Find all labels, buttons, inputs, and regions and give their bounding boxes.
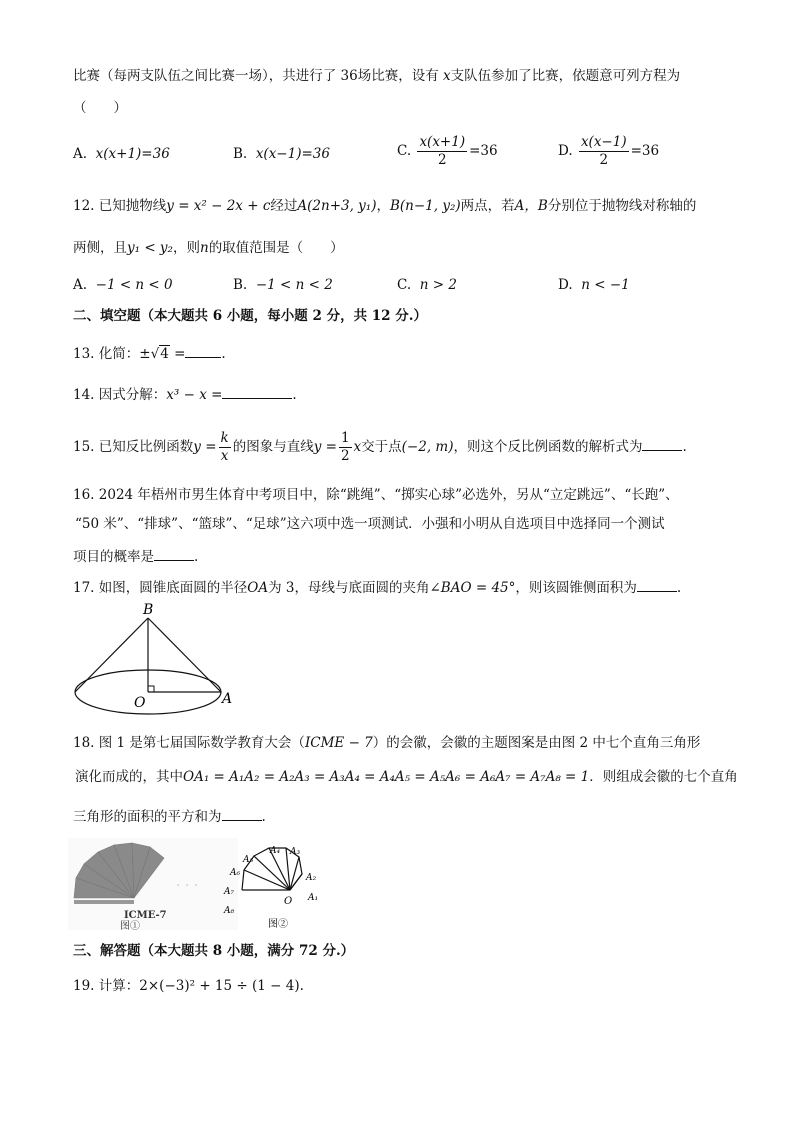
q18-end: . [261, 809, 266, 825]
q15-end: . [682, 439, 687, 455]
option-fraction [579, 134, 629, 169]
question-number: 14. [73, 387, 95, 403]
scan-noise: · · · [176, 878, 199, 894]
label-a3: A₃ [290, 847, 301, 857]
q17-text-b: 为 3，母线与底面圆的夹角 [268, 580, 430, 596]
ray-a6 [244, 870, 290, 890]
q15 [73, 430, 687, 465]
fraction-denominator: x [220, 448, 229, 464]
q12-text-f: 两侧，且 [73, 240, 127, 256]
option-label: C. [397, 143, 412, 159]
q12-ab: A，B [514, 198, 548, 214]
q12-text-h: 的取值范围是（ ） [208, 240, 344, 256]
q18-text-d: ．则组成会徽的七个直角 [589, 769, 738, 785]
q15-text-b: 的图象与直线 [232, 439, 314, 455]
answer-blank[interactable] [185, 343, 221, 358]
q16-end: . [194, 549, 199, 565]
right-angle-mark [148, 686, 154, 692]
q11-option-d [558, 134, 659, 169]
option-label: D. [558, 143, 573, 159]
option-expr: n > 2 [419, 277, 457, 293]
fig1-caption: 图① [120, 921, 140, 930]
label-a2: A₂ [306, 873, 317, 883]
fraction-denominator: 2 [599, 152, 609, 168]
q12-text-b: 经过 [270, 198, 298, 214]
fraction-numerator: k [220, 430, 229, 446]
q12-condition: y₁ < y₂ [127, 240, 173, 256]
q12-point-a: A(2n+3, y₁) [297, 198, 377, 214]
sqrt-symbol: √ [150, 346, 160, 362]
q11-text: 比赛（每两支队伍之间比赛一场），共进行了 36场比赛，设有 [73, 68, 444, 84]
q15-frac-half [339, 430, 352, 465]
q18-text-a: 18. 图 1 是第七届国际数学教育大会（ [73, 735, 305, 751]
q16-line3 [73, 546, 198, 567]
q12-text-g: ，则 [172, 240, 200, 256]
q18-equalities: OA₁ = A₁A₂ = A₂A₃ = A₃A₄ = A₄A₅ = A₅A₆ = A₆A₇ = A₇A₈ = 1 [183, 769, 590, 785]
q15-x: x [353, 439, 362, 455]
answer-blank[interactable] [154, 546, 194, 561]
label-a1: A₁ [308, 893, 319, 903]
label-a8: A₈ [224, 906, 235, 916]
option-rhs: =36 [630, 143, 660, 159]
q12-sep: ， [376, 198, 390, 214]
q12-text-a: 已知抛物线 [98, 198, 167, 214]
fraction-numerator: 1 [340, 430, 350, 446]
option-expr: −1 < n < 2 [255, 277, 333, 293]
option-label: A. [73, 146, 88, 162]
ray-a5 [254, 856, 290, 890]
q13 [73, 343, 226, 364]
logo-text: ICME-7 [124, 910, 167, 921]
q11-option-b [233, 144, 330, 164]
q18-text-b: ）的会徽，会徽的主题图案是由图 2 中七个直角三角形 [372, 735, 701, 751]
q14-text: 因式分解： [98, 387, 167, 403]
fig2-caption: 图② [268, 919, 288, 930]
q11-option-c [397, 134, 498, 169]
option-label: B. [233, 277, 248, 293]
option-expr: −1 < n < 0 [95, 277, 173, 293]
answer-blank[interactable] [642, 436, 682, 451]
question-number: 13. [73, 346, 95, 362]
q11-option-a [73, 144, 170, 164]
q15-point: (−2, m) [401, 439, 454, 455]
q15-text-c: 交于点 [361, 439, 402, 455]
label-a: A [222, 691, 233, 707]
q19-text: 计算： [98, 978, 140, 994]
section-3-heading: 三、解答题（本大题共 8 小题，满分 72 分.） [73, 943, 355, 959]
icme-logo-figure [68, 838, 241, 930]
answer-blank[interactable] [222, 806, 262, 821]
answer-blank[interactable] [637, 577, 677, 592]
spiral-figure [218, 838, 338, 930]
question-number: 19. [73, 978, 95, 994]
q14-expr: x³ − x = [166, 387, 223, 403]
q16-line2: “50 米”、“排球”、“篮球”、“足球”这六项中选一项测试．小强和小明从自选项目中选择同一个测试 [75, 516, 665, 532]
label-b: B [143, 602, 154, 618]
q18-line2 [75, 767, 738, 787]
option-label: C. [397, 277, 412, 293]
q13-eq: = [169, 346, 186, 362]
q12-line1 [73, 196, 696, 216]
q17-text-a: 如图，圆锥底面圆的半径 [98, 580, 248, 596]
question-number: 12. [73, 198, 95, 214]
q12-expr: y = x² − 2x + c [166, 198, 271, 214]
label-a6: A₆ [230, 868, 241, 878]
q14-end: . [292, 387, 297, 403]
fraction-denominator: 2 [340, 448, 350, 464]
cone-figure [70, 600, 250, 720]
q18-text-c: 演化而成的，其中 [75, 769, 183, 785]
label-o: O [134, 695, 146, 711]
option-expr: x(x−1)=36 [255, 146, 330, 162]
q19-end: . [299, 978, 304, 994]
option-label: A. [73, 277, 88, 293]
cone-right-generatrix-ba [148, 618, 221, 692]
q19-expr: 2×(−3)² + 15 ÷ (1 − 4) [139, 978, 300, 994]
q18-icme: ICME − 7 [304, 735, 373, 751]
q11-line1 [73, 66, 680, 86]
q12-text-c: 两点，若 [460, 198, 515, 214]
q17-text-c: ，则该圆锥侧面积为 [515, 580, 637, 596]
q18-line3 [73, 806, 266, 827]
q12-option-c [397, 275, 457, 295]
q18-text-e: 三角形的面积的平方和为 [73, 809, 222, 825]
q13-radicand: 4 [160, 346, 169, 362]
ray-a2 [290, 857, 299, 890]
q17-end: . [676, 580, 682, 596]
q13-end: . [221, 346, 226, 362]
q13-text: 化简：± [98, 346, 151, 362]
option-fraction [417, 134, 467, 169]
q14 [73, 384, 297, 405]
q18-line1 [73, 733, 700, 753]
q15-text-a: 已知反比例函数 [98, 439, 194, 455]
q12-line2 [73, 238, 344, 258]
q15-text-d: ，则这个反比例函数的解析式为 [453, 439, 643, 455]
q17-oa: OA [247, 580, 269, 596]
question-number: 17. [73, 580, 95, 596]
q19 [73, 976, 304, 996]
q16-line1: 16. 2024 年梧州市男生体育中考项目中，除“跳绳”、“掷实心球”必选外，另从“立定跳远”、“长跑”、 [73, 487, 679, 503]
q12-option-b [233, 275, 333, 295]
q12-var-n: n [199, 240, 209, 256]
option-label: D. [558, 277, 573, 293]
fraction-numerator: x(x+1) [419, 134, 466, 150]
q15-y2: y = [313, 439, 337, 455]
label-a5: A₅ [243, 855, 254, 865]
q11-text-tail: 支队伍参加了比赛，依题意可列方程为 [450, 68, 681, 84]
section-2-heading: 二、填空题（本大题共 6 小题，每小题 2 分，共 12 分.） [73, 308, 427, 324]
q12-option-d [558, 275, 630, 295]
question-number: 15. [73, 439, 95, 455]
q15-y: y = [193, 439, 217, 455]
q12-point-b: B(n−1, y₂) [389, 198, 461, 214]
label-a4: A₄ [270, 846, 281, 856]
answer-blank[interactable] [222, 384, 292, 399]
q11-var-x: x [443, 68, 451, 84]
logo-bar [74, 900, 134, 904]
option-expr: x(x+1)=36 [95, 146, 170, 162]
option-expr: n < −1 [581, 277, 630, 293]
label-o2: O [284, 896, 293, 907]
option-label: B. [233, 146, 248, 162]
q17-angle: ∠BAO = 45° [429, 580, 516, 596]
q12-option-a [73, 275, 173, 295]
q11-paren: （ ） [73, 100, 127, 116]
q17 [73, 577, 681, 598]
fraction-denominator: 2 [437, 152, 447, 168]
fraction-numerator: x(x−1) [580, 134, 627, 150]
q16-text: 项目的概率是 [73, 549, 154, 565]
cone-left-generatrix [75, 618, 148, 692]
option-rhs: =36 [469, 143, 498, 159]
q12-text-e: 分别位于抛物线对称轴的 [547, 198, 697, 214]
q15-frac-k-x [219, 430, 231, 465]
label-a7: A₇ [224, 887, 235, 897]
